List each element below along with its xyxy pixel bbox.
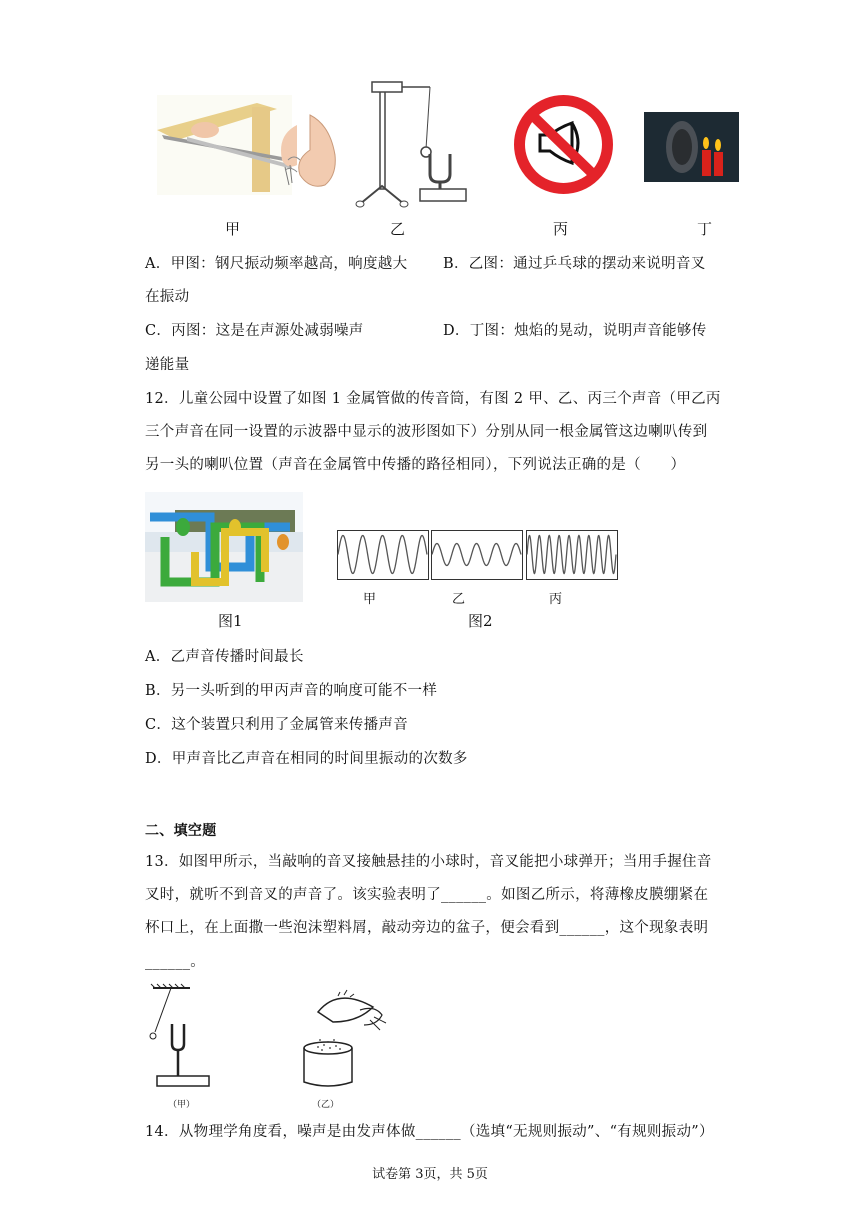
q12-stem-line1: 12．儿童公园中设置了如图 1 金属管做的传音筒，有图 2 甲、乙、丙三个声音（甲乙丙 [145,391,721,407]
no-horn-sign-icon [512,93,615,196]
wave-label-yi: 乙 [452,592,466,607]
figure-label-ding: 丁 [697,220,713,238]
waveform-jia [337,530,429,580]
q12-option-d: D．甲声音比乙声音在相同的时间里振动的次数多 [145,751,468,767]
fig-yi-caption: （乙） [312,1100,340,1110]
page-footer: 试卷第 3页，共 5页 [372,1167,488,1182]
q11-option-c: C．丙图：这是在声源处减弱噪声 [145,323,364,339]
fig-jia-caption: （甲） [168,1100,196,1110]
pendulum-tuning-fork-figure [358,74,468,209]
speaker-candles-figure [644,112,739,182]
q11-option-b: B．乙图：通过乒乓球的摆动来说明音叉 [443,256,706,272]
q13-line3: 杯口上，在上面撒一些泡沫塑料屑，敲动旁边的盆子，便会看到______，这个现象表明 [145,920,709,936]
q13-line1: 13．如图甲所示，当敲响的音叉接触悬挂的小球时，音叉能把小球弹开；当用手握住音 [145,854,712,870]
ruler-table-figure [157,95,292,195]
figure-label-yi: 乙 [390,220,406,238]
q11-option-a: A．甲图：钢尺振动频率越高，响度越大 [145,256,408,272]
q11-option-d-cont: 递能量 [145,357,190,373]
drum-foam-figure [300,990,390,1090]
waveform-bing [526,530,618,580]
figure-label-bing: 丙 [553,220,569,238]
wave-label-bing: 丙 [549,592,563,607]
q11-option-d: D．丁图：烛焰的晃动，说明声音能够传 [443,323,707,339]
wave-label-jia: 甲 [363,592,377,607]
waveform-yi [431,530,523,580]
q12-option-a: A．乙声音传播时间最长 [145,649,304,665]
q13-line4: ______。 [145,954,206,970]
q12-stem-line2: 三个声音在同一设置的示波器中显示的波形图如下）分别从同一根金属管这边喇叭传到 [145,424,708,440]
q12-option-c: C．这个装置只利用了金属管来传播声音 [145,717,408,733]
fig1-caption: 图1 [218,612,243,630]
q12-option-b: B．另一头听到的甲丙声音的响度可能不一样 [145,683,438,699]
fig2-caption: 图2 [468,612,493,630]
q13-line2: 叉时，就听不到音叉的声音了。该实验表明了______。如图乙所示，将薄橡皮膜绷紧在 [145,887,709,903]
finger-figure [280,115,338,190]
q12-stem-line3: 另一头的喇叭位置（声音在金属管中传播的路径相同），下列说法正确的是（ ） [145,457,686,473]
tuning-fork-ball-figure [145,984,215,1089]
q14-line1: 14．从物理学角度看，噪声是由发声体做______（选填“无规则振动”、“有规则振动”） [145,1124,714,1140]
q11-option-b-cont: 在振动 [145,289,190,305]
figure-label-jia: 甲 [225,220,241,238]
section-title: 二、填空题 [145,823,217,839]
sound-tube-photo [145,492,303,602]
